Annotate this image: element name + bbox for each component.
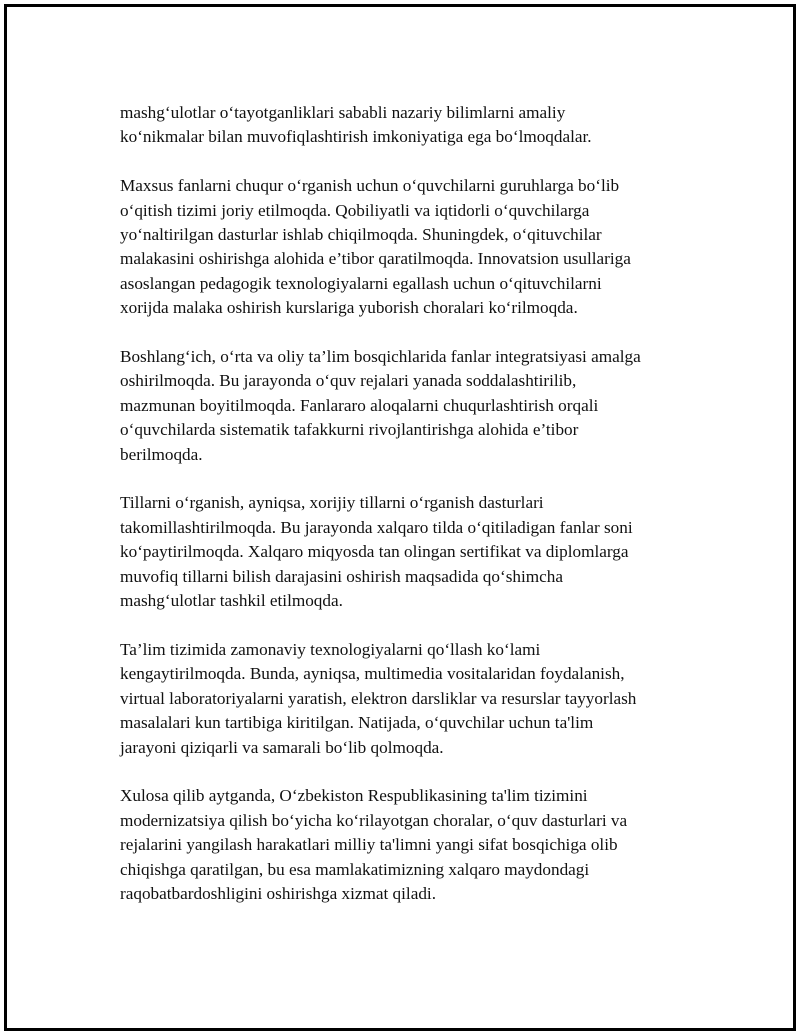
paragraph-line: kengaytirilmoqda. Bunda, ayniqsa, multimedia vositalaridan foydalanish, — [120, 664, 625, 684]
paragraph-line: mazmunan boyitilmoqda. Fanlararo aloqalarni chuqurlashtirish orqali — [120, 395, 599, 415]
paragraph-line: asoslangan pedagogik texnologiyalarni egallash uchun o‘qituvchilarni — [120, 273, 602, 293]
paragraph-line: takomillashtirilmoqda. Bu jarayonda xalqaro tilda o‘qitiladigan fanlar soni — [120, 517, 633, 537]
paragraph-line: Ta’lim tizimida zamonaviy texnologiyalarni qo‘llash ko‘lami — [120, 639, 541, 659]
paragraph-line: yo‘naltirilgan dasturlar ishlab chiqilmoqda. Shuningdek, o‘qituvchilar — [120, 225, 602, 245]
paragraph-line: jarayoni qiziqarli va samarali bo‘lib qolmoqda. — [120, 737, 444, 757]
paragraph-line: Tillarni o‘rganish, ayniqsa, xorijiy tillarni o‘rganish dasturlari — [120, 493, 544, 513]
paragraph-line: ko‘paytirilmoqda. Xalqaro miqyosda tan olingan sertifikat va diplomlarga — [120, 542, 629, 562]
paragraph-line: Xulosa qilib aytganda, O‘zbekiston Respublikasining ta'lim tizimini — [120, 786, 588, 806]
paragraph-5 — [120, 638, 705, 760]
paragraph-6 — [120, 784, 705, 906]
paragraph-line: ko‘nikmalar bilan muvofiqlashtirish imkoniyatiga ega bo‘lmoqdalar. — [120, 127, 592, 147]
paragraph-line: xorijda malaka oshirish kurslariga yuborish choralari ko‘rilmoqda. — [120, 298, 578, 318]
paragraph-line: mashg‘ulotlar tashkil etilmoqda. — [120, 591, 343, 611]
page-frame — [4, 4, 796, 1031]
paragraph-line: masalalari kun tartibiga kiritilgan. Natijada, o‘quvchilar uchun ta'lim — [120, 713, 594, 733]
paragraph-line: virtual laboratoriyalarni yaratish, elektron darsliklar va resurslar tayyorlash — [120, 688, 637, 708]
paragraph-3 — [120, 345, 705, 467]
paragraph-line: rejalarini yangilash harakatlari milliy ta'limni yangi sifat bosqichiga olib — [120, 835, 618, 855]
paragraph-line: modernizatsiya qilish bo‘yicha ko‘rilayotgan choralar, o‘quv dasturlari va — [120, 810, 628, 830]
paragraph-line: mashg‘ulotlar o‘tayotganliklari sababli nazariy bilimlarni amaliy — [120, 103, 566, 122]
paragraph-line: malakasini oshirishga alohida e’tibor qaratilmoqda. Innovatsion usullariga — [120, 249, 631, 269]
paragraph-4 — [120, 491, 705, 613]
paragraph-line: oshirilmoqda. Bu jarayonda o‘quv rejalari yanada soddalashtirilib, — [120, 371, 577, 391]
paragraph-line: o‘quvchilarda sistematik tafakkurni rivojlantirishga alohida e’tibor — [120, 420, 579, 440]
document-body — [120, 101, 705, 931]
paragraph-line: Boshlang‘ich, o‘rta va oliy ta’lim bosqichlarida fanlar integratsiyasi amalga — [120, 347, 641, 367]
paragraph-line: chiqishga qaratilgan, bu esa mamlakatimizning xalqaro maydondagi — [120, 859, 590, 879]
paragraph-line: raqobatbardoshligini oshirishga xizmat qiladi. — [120, 883, 436, 903]
paragraph-line: muvofiq tillarni bilish darajasini oshirish maqsadida qo‘shimcha — [120, 566, 563, 586]
paragraph-1 — [120, 101, 705, 150]
paragraph-2 — [120, 174, 705, 320]
paragraph-line: berilmoqda. — [120, 444, 203, 464]
paragraph-line: Maxsus fanlarni chuqur o‘rganish uchun o‘quvchilarni guruhlarga bo‘lib — [120, 176, 620, 196]
paragraph-line: o‘qitish tizimi joriy etilmoqda. Qobiliyatli va iqtidorli o‘quvchilarga — [120, 200, 590, 220]
